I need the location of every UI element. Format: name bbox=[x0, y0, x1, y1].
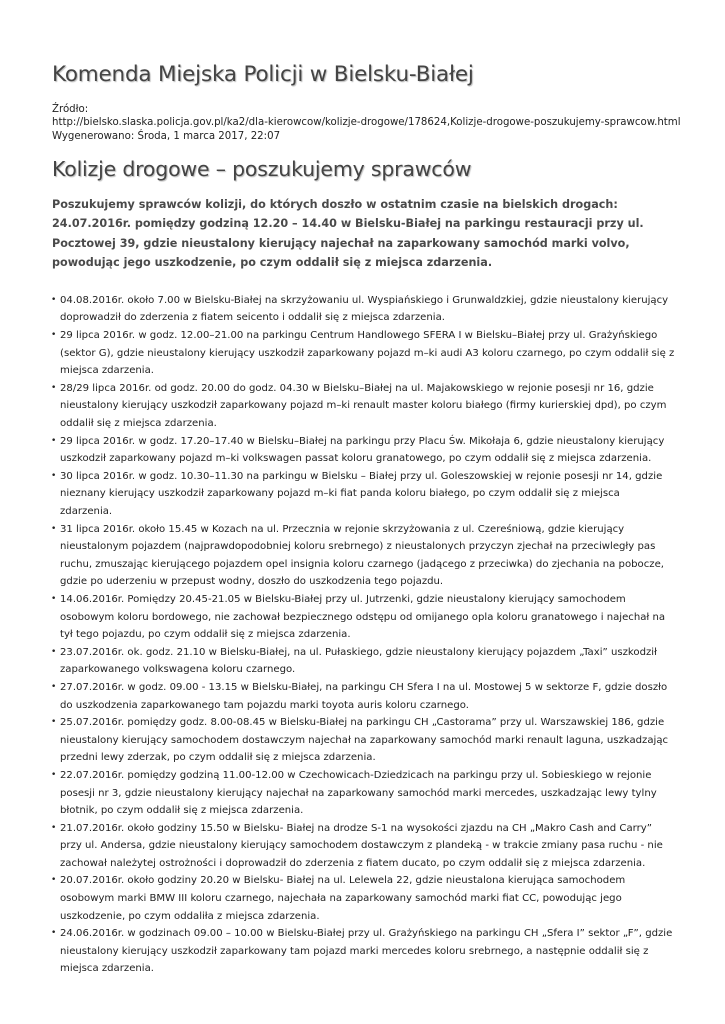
incident-text: 29 lipca 2016r. w godz. 17.20–17.40 w Bielsku–Białej na parkingu przy Placu Św. Mikołaja 6, gdzie nieustalony kierujący uszkodził zaparkowany pojazd m–ki volkswagen passat koloru granatowego, po czym oddalił się z miejsca zdarzenia. bbox=[60, 435, 665, 465]
bullet-icon: • bbox=[51, 470, 57, 481]
bullet-icon: • bbox=[51, 382, 57, 393]
source-meta bbox=[52, 103, 681, 143]
generated-date: Wygenerowano: Środa, 1 marca 2017, 22:07 bbox=[52, 130, 281, 142]
list-item bbox=[52, 872, 675, 925]
incident-text: 23.07.2016r. ok. godz. 21.10 w Bielsku-Białej, na ul. Pułaskiego, gdzie nieustalony kierujący pojazdem „Taxi” uszkodził zaparkowanego volkswagena koloru czarnego. bbox=[60, 646, 657, 676]
article-lead: Poszukujemy sprawców kolizji, do których doszło w ostatnim czasie na bielskich drogach: 24.07.2016r. pomiędzy godziną 12.20 – 14.40 w Bielsku-Białej na parkingu restauracji przy ul. Pocztowej 39, gdzie nieustalony kierujący najechał na zaparkowany samochód marki volvo, powodując jego uszkodzenie, po czym oddalił się z miejsca zdarzenia. bbox=[52, 197, 644, 270]
article-title: Kolizje drogowe – poszukujemy sprawców bbox=[52, 156, 472, 181]
incident-text: 27.07.2016r. w godz. 09.00 - 13.15 w Bielsku-Białej, na parkingu CH Sfera I na ul. Mostowej 5 w sektorze F, gdzie doszło do uszkodzenia zaparkowanego tam pojazdu marki toyota auris koloru czarnego. bbox=[60, 681, 668, 711]
list-item bbox=[52, 767, 675, 820]
source-label: Źródło: bbox=[52, 104, 89, 115]
bullet-icon: • bbox=[51, 646, 57, 657]
incident-text: 21.07.2016r. około godziny 15.50 w Bielsku- Białej na drodze S-1 na wysokości zjazdu na CH „Makro Cash and Carry” przy ul. Andersa, gdzie nieustalony kierujący samochodem dostawczym z plandeką - w trakcie zmiany pasa ruchu - nie zachował należytej ostrożności i doprowadził do zderzenia z fiatem ducato, po czym oddalił się z miejsca zdarzenia. bbox=[60, 822, 663, 869]
list-item bbox=[52, 820, 675, 873]
incident-text: 22.07.2016r. pomiędzy godziną 11.00-12.00 w Czechowicach-Dziedzicach na parkingu przy ul. Sobieskiego w rejonie posesji nr 3, gdzie nieustalony kierujący najechał na zaparkowany samochód marki mercedes, uszkadzając lewy tylny błotnik, po czym oddalił się z miejsca zdarzenia. bbox=[60, 769, 657, 817]
source-url: http://bielsko.slaska.policja.gov.pl/ka2/dla-kierowcow/kolizje-drogowe/178624,Kolizje-drogowe-poszukujemy-sprawcow.html bbox=[52, 117, 681, 129]
bullet-icon: • bbox=[51, 435, 57, 446]
list-item bbox=[52, 327, 675, 380]
incident-text: 20.07.2016r. około godziny 20.20 w Bielsku- Białej na ul. Lelewela 22, gdzie nieustalona kierująca samochodem osobowym marki BMW III koloru czarnego, najechała na zaparkowany samochód marki fiat CC, powodując jego uszkodzenie, po czym oddaliła z miejsca zdarzenia. bbox=[60, 875, 626, 922]
incident-text: 28/29 lipca 2016r. od godz. 20.00 do godz. 04.30 w Bielsku–Białej na ul. Majakowskiego w rejonie posesji nr 16, gdzie nieustalony kierujący uszkodził zaparkowany pojazd m–ki renault master koloru białego (firmy kurierskiej dpd), po czym oddalił się z miejsca zdarzenia. bbox=[60, 382, 667, 430]
bullet-icon: • bbox=[51, 330, 57, 341]
bullet-icon: • bbox=[51, 769, 57, 780]
list-item bbox=[52, 521, 675, 591]
list-item bbox=[52, 468, 675, 521]
bullet-icon: • bbox=[51, 294, 57, 305]
list-item bbox=[52, 679, 675, 714]
incident-text: 25.07.2016r. pomiędzy godz. 8.00-08.45 w Bielsku-Białej na parkingu CH „Castorama” przy ul. Warszawskiej 186, gdzie nieustalony kierujący samochodem dostawczym najechał na zaparkowany samochód marki renault laguna, uszkadzając przedni lewy zderzak, po czym oddalił się z miejsca zdarzenia. bbox=[60, 717, 669, 764]
incident-text: 30 lipca 2016r. w godz. 10.30–11.30 na parkingu w Bielsku – Białej przy ul. Goleszowskiej w rejonie posesji nr 14, gdzie nieznany kierujący uszkodził zaparkowany pojazd m–ki fiat panda koloru białego, po czym oddalił się z miejsca zdarzenia. bbox=[60, 470, 663, 518]
list-item bbox=[52, 925, 675, 978]
incident-text: 24.06.2016r. w godzinach 09.00 – 10.00 w Bielsku-Białej przy ul. Grażyńskiego na parkingu CH „Sfera I” sektor „F”, gdzie nieustalony kierujący uszkodził zaparkowany tam pojazd marki mercedes koloru srebrnego, a następnie oddalił się z miejsca zdarzenia. bbox=[60, 928, 673, 975]
bullet-icon: • bbox=[51, 717, 57, 728]
bullet-icon: • bbox=[51, 822, 57, 833]
bullet-icon: • bbox=[51, 875, 57, 886]
list-item bbox=[52, 591, 675, 644]
incident-text: 04.08.2016r. około 7.00 w Bielsku-Białej na skrzyżowaniu ul. Wyspiańskiego i Grunwaldzkiej, gdzie nieustalony kierujący doprowadził do zderzenia z fiatem seicento i oddalił się z miejsca zdarzenia. bbox=[60, 294, 669, 324]
bullet-icon: • bbox=[51, 928, 57, 939]
bullet-icon: • bbox=[51, 523, 57, 534]
list-item bbox=[52, 292, 675, 327]
bullet-icon: • bbox=[51, 681, 57, 692]
site-title: Komenda Miejska Policji w Bielsku-Białej bbox=[52, 62, 474, 87]
list-item bbox=[52, 714, 675, 767]
bullet-icon: • bbox=[51, 593, 57, 604]
incident-text: 31 lipca 2016r. około 15.45 w Kozach na ul. Przecznia w rejonie skrzyżowania z ul. Czereśniową, gdzie kierujący nieustalonym pojazdem (najprawdopodobniej koloru srebrnego) z nieustalonych przyczyn zjechał na przeciwległy pas ruchu, zmuszając kierującego pojazdem opel insignia koloru czarnego (jadącego z przeciwka) do zjechania na pobocze, gdzie po uderzeniu w przepust wodny, doszło do uszkodzenia tego pojazdu. bbox=[60, 523, 664, 588]
list-item bbox=[52, 644, 675, 679]
list-item bbox=[52, 380, 675, 433]
incident-text: 14.06.2016r. Pomiędzy 20.45-21.05 w Bielsku-Białej przy ul. Jutrzenki, gdzie nieustalony kierujący samochodem osobowym koloru bordowego, nie zachował bezpiecznego odstępu od omijanego opla koloru granatowego i najechał na tył tego pojazdu, po czym oddalił się z miejsca zdarzenia. bbox=[60, 593, 666, 641]
incident-text: 29 lipca 2016r. w godz. 12.00–21.00 na parkingu Centrum Handlowego SFERA I w Bielsku–Białej przy ul. Grażyńskiego (sektor G), gdzie nieustalony kierujący uszkodził zaparkowany pojazd m–ki audi A3 koloru czarnego, po czym oddalił się z miejsca zdarzenia. bbox=[60, 330, 675, 377]
incident-list bbox=[52, 292, 675, 978]
list-item bbox=[52, 433, 675, 468]
